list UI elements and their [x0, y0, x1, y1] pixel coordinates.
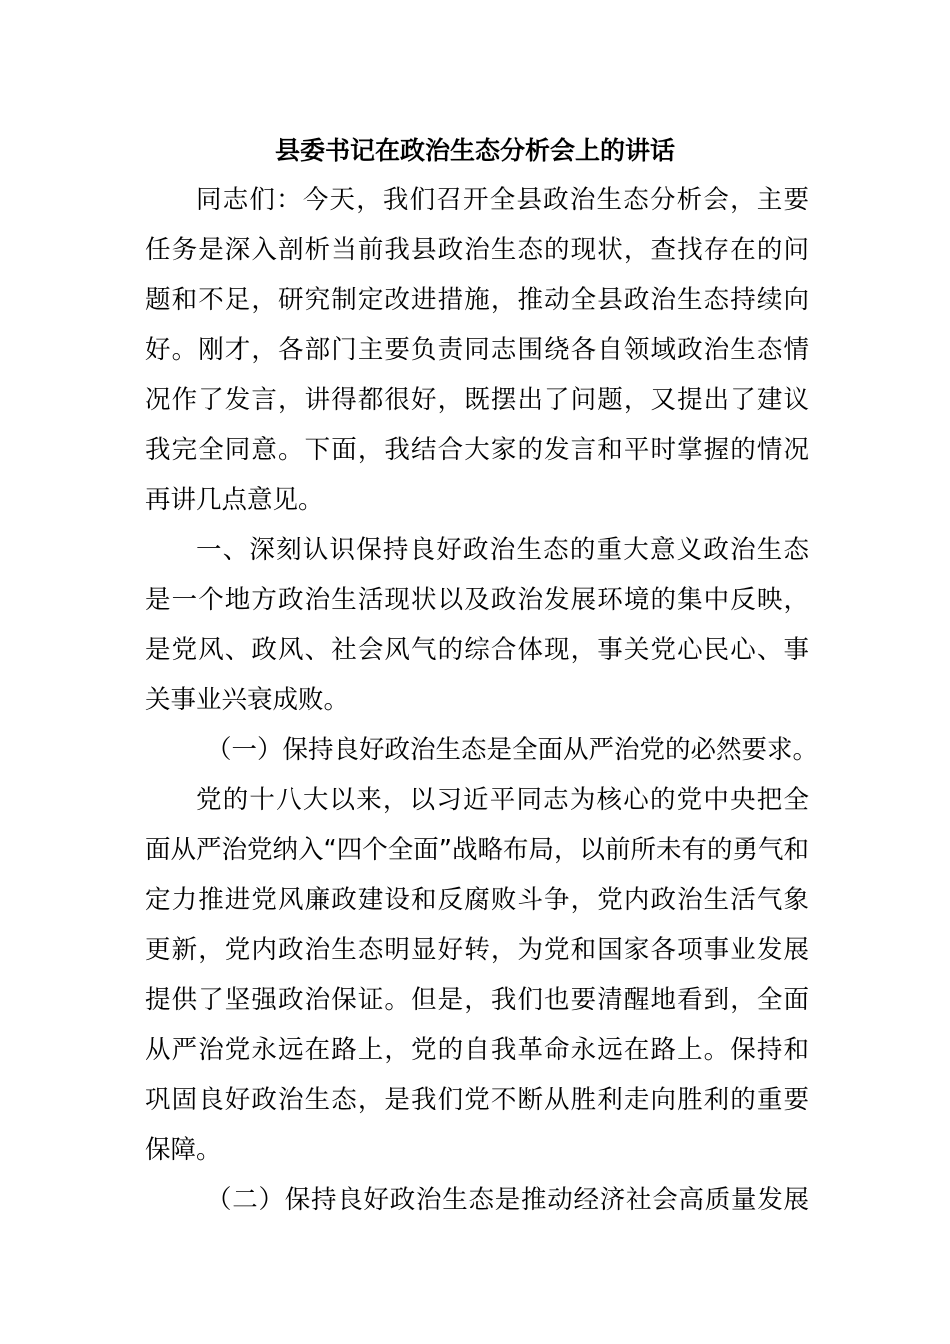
paragraph-line: 再讲几点意见。 [145, 485, 324, 515]
paragraph-line: 我完全同意。下面，我结合大家的发言和平时掌握的情况 [145, 435, 809, 465]
paragraph-line: 好。刚才，各部门主要负责同志围绕各自领域政治生态情 [145, 335, 809, 365]
paragraph-line: 党的十八大以来，以习近平同志为核心的党中央把全 [196, 785, 809, 815]
paragraph-line: 面从严治党纳入“四个全面”战略布局，以前所未有的勇气和 [145, 835, 809, 865]
subsection-heading-line: （二）保持良好政治生态是推动经济社会高质量发展 [206, 1185, 809, 1215]
subsection-heading-line: （一）保持良好政治生态是全面从严治党的必然要求。 [206, 735, 819, 765]
paragraph-line: 定力推进党风廉政建设和反腐败斗争，党内政治生活气象 [145, 885, 809, 915]
paragraph-line: 保障。 [145, 1135, 222, 1165]
paragraph-line: 从严治党永远在路上，党的自我革命永远在路上。保持和 [145, 1035, 809, 1065]
section-heading-line: 一、深刻认识保持良好政治生态的重大意义政治生态 [196, 535, 809, 565]
paragraph-line: 题和不足，研究制定改进措施，推动全县政治生态持续向 [145, 285, 809, 315]
document-title: 县委书记在政治生态分析会上的讲话 [274, 136, 675, 165]
paragraph-line: 关事业兴衰成败。 [145, 685, 350, 715]
paragraph-line: 况作了发言，讲得都很好，既摆出了问题，又提出了建议 [145, 385, 809, 415]
paragraph-line: 巩固良好政治生态，是我们党不断从胜利走向胜利的重要 [145, 1085, 809, 1115]
paragraph-line: 是一个地方政治生活现状以及政治发展环境的集中反映， [145, 585, 809, 615]
paragraph-line: 提供了坚强政治保证。但是，我们也要清醒地看到，全面 [145, 985, 809, 1015]
paragraph-line: 更新，党内政治生态明显好转，为党和国家各项事业发展 [145, 935, 809, 965]
paragraph-line: 任务是深入剖析当前我县政治生态的现状，查找存在的问 [145, 235, 809, 265]
paragraph-line: 是党风、政风、社会风气的综合体现，事关党心民心、事 [145, 635, 809, 665]
paragraph-line: 同志们：今天，我们召开全县政治生态分析会，主要 [196, 185, 809, 215]
